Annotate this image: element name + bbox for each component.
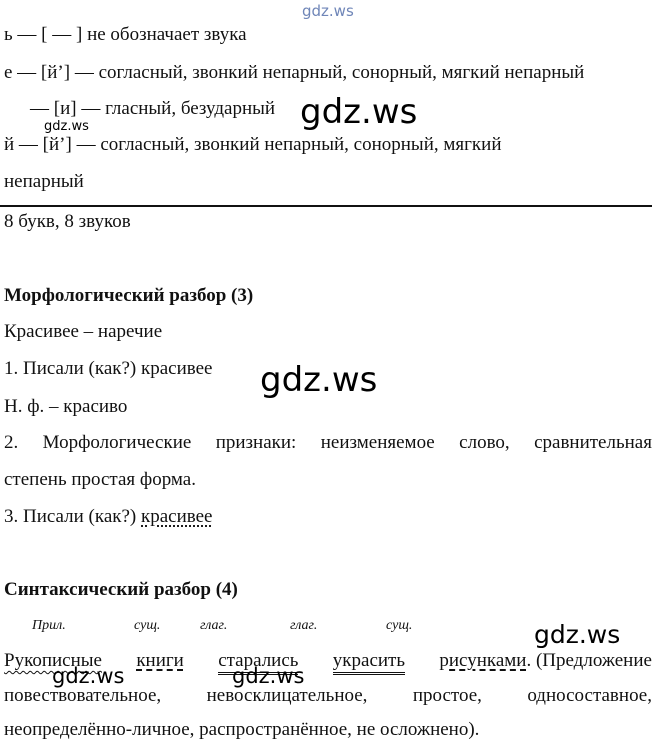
pos-label: глаг. — [290, 618, 318, 633]
sentence-word-object: книги — [136, 650, 184, 671]
morph-heading: Морфологический разбор (3) — [4, 285, 254, 306]
word: Морфологические — [42, 432, 192, 453]
word: сравнительная — [534, 432, 652, 453]
sentence-word-predicate: старались — [218, 650, 298, 675]
adverbial-word: красивее — [141, 506, 213, 527]
phonetic-summary: 8 букв, 8 звуков — [4, 211, 131, 232]
role-prefix: 3. Писали (как?) — [4, 506, 141, 527]
phonetic-line-y: й — [й’] — согласный, звонкий непарный, сонорный, мягкий — [4, 134, 502, 155]
sentence-word-predicate: украсить — [333, 650, 405, 675]
sentence-word-object: рисунками — [439, 650, 527, 671]
word: невосклицательное, — [206, 685, 368, 706]
syntax-heading: Синтаксический разбор (4) — [4, 579, 238, 600]
watermark-bottom-center: gdz.ws — [232, 664, 305, 688]
sentence-after: . (Предложение — [526, 650, 652, 671]
sentence-word-attribute: Рукописные — [4, 650, 102, 671]
watermark-small: gdz.ws — [44, 119, 89, 134]
word: простое, — [412, 685, 482, 706]
syntax-characteristics-cont: неопределённо-личное, распространённое, не осложнено). — [4, 719, 480, 740]
sentence-tail — [439, 650, 652, 675]
word: неизменяемое — [320, 432, 435, 453]
watermark-bottom-left: gdz.ws — [52, 664, 125, 688]
syntax-characteristics-line — [4, 685, 652, 707]
morph-line-part-of-speech: Красивее – наречие — [4, 321, 163, 342]
word: повествовательное, — [4, 685, 162, 706]
watermark-main: gdz.ws — [300, 92, 418, 132]
morph-line-initial-form: Н. ф. – красиво — [4, 396, 128, 417]
pos-label: сущ. — [386, 618, 413, 633]
word: 2. — [4, 432, 19, 453]
phonetic-line-y-cont: непарный — [4, 171, 84, 192]
morph-line-features-cont: степень простая форма. — [4, 469, 196, 490]
pos-label: глаг. — [200, 618, 228, 633]
word: признаки: — [215, 432, 297, 453]
morph-line-question: 1. Писали (как?) красивее — [4, 358, 213, 379]
morph-line-features — [4, 432, 652, 454]
phonetic-line-e-consonant: е — [й’] — согласный, звонкий непарный, сонорный, мягкий непарный — [4, 62, 585, 83]
phonetic-line-soft-sign: ь — [ — ] не обозначает звука — [4, 24, 247, 45]
morph-line-role — [4, 506, 213, 528]
word: односоставное, — [527, 685, 652, 706]
watermark-middle: gdz.ws — [260, 360, 378, 400]
word: слово, — [459, 432, 510, 453]
watermark-right: gdz.ws — [534, 620, 621, 649]
phonetic-line-e-vowel: — [и] — гласный, безударный — [30, 98, 276, 119]
watermark-top: gdz.ws — [302, 2, 354, 20]
pos-label: Прил. — [32, 618, 66, 633]
divider-line — [0, 205, 652, 207]
pos-label: сущ. — [134, 618, 161, 633]
